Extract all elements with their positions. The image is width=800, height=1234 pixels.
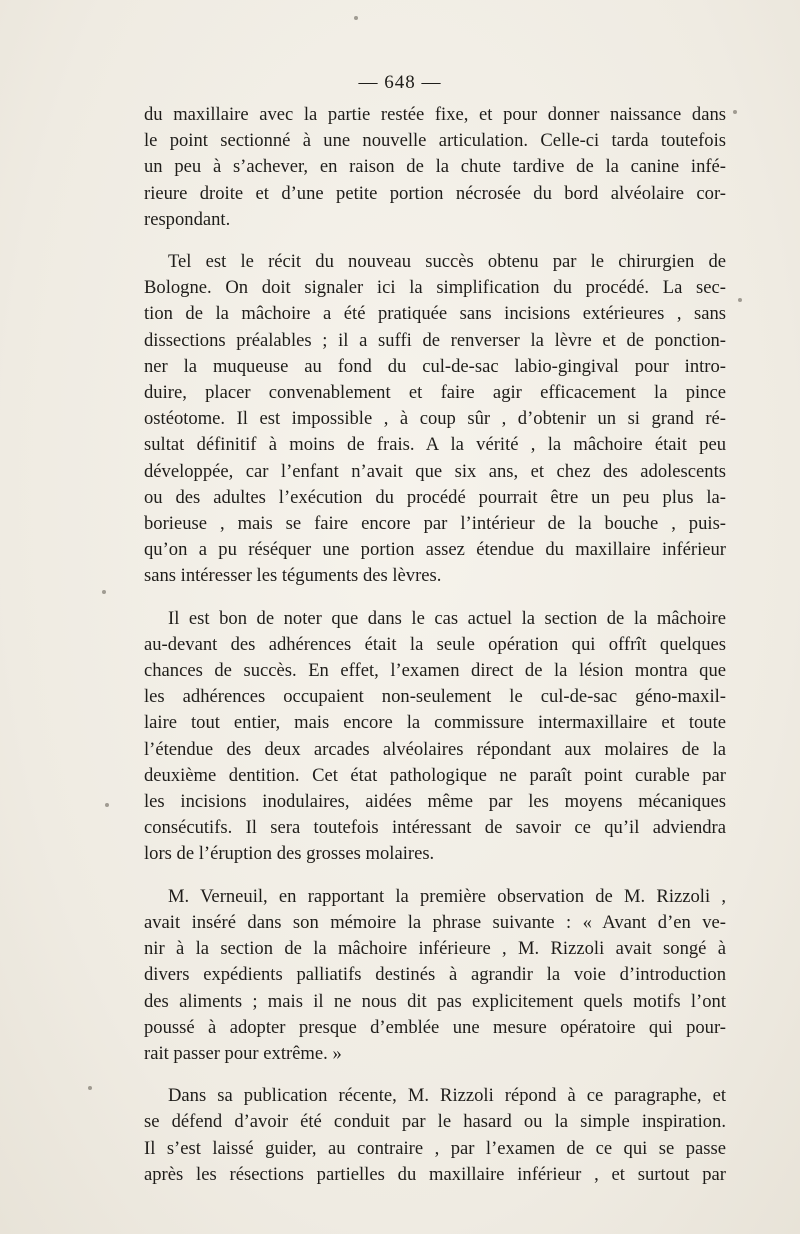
text-line: Il s’est laissé guider, au contraire , par l’examen de ce qui se passe (144, 1137, 726, 1159)
text-line: au-devant des adhérences était la seule opération qui offrît quelques (144, 633, 726, 655)
text-line: ou des adultes l’exécution du procédé pourrait être un peu plus la- (144, 486, 726, 508)
text-line: après les résections partielles du maxillaire inférieur , et surtout par (144, 1163, 726, 1185)
text-line: l’étendue des deux arcades alvéolaires répondant aux molaires de la (144, 738, 726, 760)
text-line: rieure droite et d’une petite portion nécrosée du bord alvéolaire cor- (144, 182, 726, 204)
text-line: nir à la section de la mâchoire inférieure , M. Rizzoli avait songé à (144, 938, 726, 960)
text-line: ostéotome. Il est impossible , à coup sûr , d’obtenir un si grand ré- (144, 408, 726, 430)
scan-speck (88, 1086, 92, 1090)
text-line: un peu à s’achever, en raison de la chute tardive de la canine infé- (144, 156, 726, 178)
text-line: dissections préalables ; il a suffi de renverser la lèvre et de ponction- (144, 329, 726, 351)
text-line: développée, car l’enfant n’avait que six ans, et chez des adolescents (144, 460, 726, 482)
text-line: des aliments ; mais il ne nous dit pas explicitement quels motifs l’ont (144, 990, 726, 1012)
scan-speck (102, 590, 106, 594)
text-line: lors de l’éruption des grosses molaires. (144, 843, 435, 865)
text-line: les adhérences occupaient non-seulement le cul-de-sac géno-maxil- (144, 686, 726, 708)
text-line: consécutifs. Il sera toutefois intéressant de savoir ce qu’il adviendra (144, 817, 726, 839)
text-line: sultat définitif à moins de frais. A la vérité , la mâchoire était peu (144, 434, 726, 456)
page-number: — 648 — (358, 72, 442, 93)
text-line: Bologne. On doit signaler ici la simplification du procédé. La sec- (144, 277, 726, 299)
paragraph-2 (144, 249, 726, 590)
text-line: M. Verneuil, en rapportant la première observation de M. Rizzoli , (168, 885, 726, 907)
text-line: borieuse , mais se faire encore par l’intérieur de la bouche , puis- (144, 513, 726, 535)
text-line: Dans sa publication récente, M. Rizzoli répond à ce paragraphe, et (168, 1085, 726, 1107)
text-line: deuxième dentition. Cet état pathologique ne paraît point curable par (144, 764, 726, 786)
text-line: ner la muqueuse au fond du cul-de-sac labio-gingival pour intro- (144, 355, 726, 377)
text-line: Tel est le récit du nouveau succès obtenu par le chirurgien de (168, 251, 726, 273)
scan-speck (733, 110, 737, 114)
text-line: tion de la mâchoire a été pratiquée sans incisions extérieures , sans (144, 303, 726, 325)
text-line: chances de succès. En effet, l’examen direct de la lésion montra que (144, 660, 726, 682)
text-line: qu’on a pu réséquer une portion assez étendue du maxillaire inférieur (144, 539, 726, 561)
text-line: respondant. (144, 208, 231, 230)
body-text (144, 102, 726, 1188)
scan-speck (105, 803, 109, 807)
text-line: les incisions inodulaires, aidées même par les moyens mécaniques (144, 791, 726, 813)
text-line: divers expédients palliatifs destinés à agrandir la voie d’introduction (144, 964, 726, 986)
scan-speck (738, 298, 742, 302)
paragraph-1 (144, 102, 726, 233)
text-line: Il est bon de noter que dans le cas actuel la section de la mâchoire (168, 607, 726, 629)
paragraph-5 (144, 1083, 726, 1188)
text-line: le point sectionné à une nouvelle articulation. Celle-ci tarda toutefois (144, 130, 726, 152)
text-line: du maxillaire avec la partie restée fixe, et pour donner naissance dans (144, 104, 726, 125)
paragraph-3 (144, 606, 726, 868)
text-line: duire, placer convenablement et faire agir efficacement la pince (144, 382, 726, 404)
scan-speck (354, 16, 358, 20)
text-line: laire tout entier, mais encore la commissure intermaxillaire et toute (144, 712, 726, 734)
text-line: avait inséré dans son mémoire la phrase suivante : « Avant d’en ve- (144, 911, 726, 933)
text-line: se défend d’avoir été conduit par le hasard ou la simple inspiration. (144, 1111, 726, 1133)
text-line: poussé à adopter presque d’emblée une mesure opératoire qui pour- (144, 1016, 726, 1038)
text-line: sans intéresser les téguments des lèvres. (144, 565, 442, 587)
paragraph-4 (144, 884, 726, 1067)
text-line: rait passer pour extrême. » (144, 1042, 342, 1064)
